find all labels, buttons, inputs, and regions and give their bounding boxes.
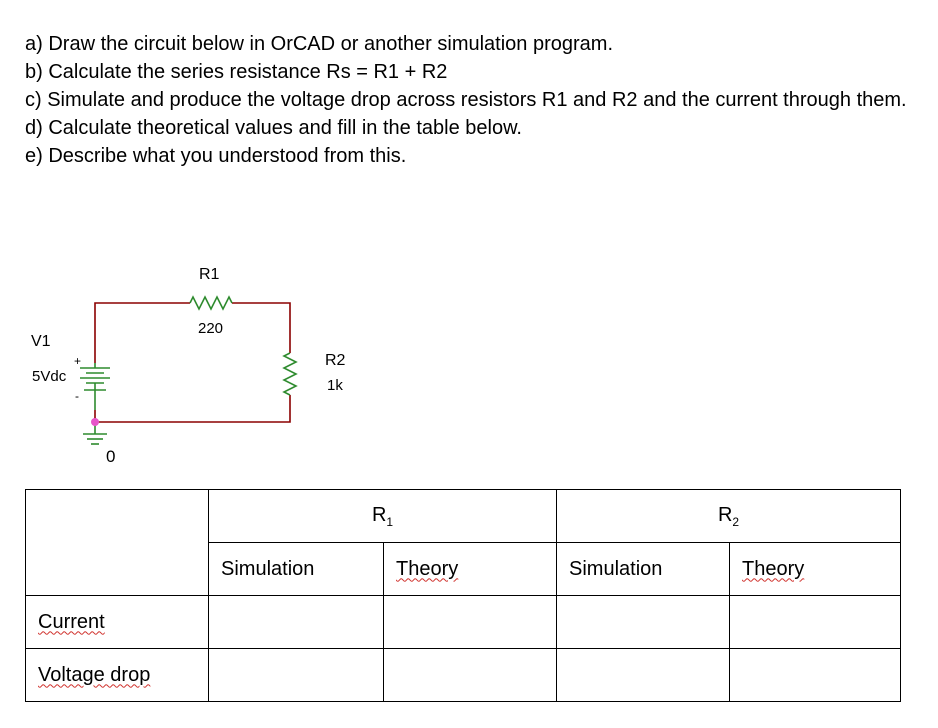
cell-voltage-r1-simulation[interactable] xyxy=(209,649,384,702)
wire-bottom xyxy=(95,395,290,422)
minus-mark: - xyxy=(75,389,79,403)
header-r2-simulation: Simulation xyxy=(557,543,730,596)
source-label: V1 xyxy=(31,333,51,350)
header-r2-sub: 2 xyxy=(732,514,740,529)
instructions xyxy=(25,30,925,170)
cell-current-r1-simulation[interactable] xyxy=(209,596,384,649)
ground-label: 0 xyxy=(106,447,116,466)
r2-label: R2 xyxy=(325,352,346,369)
r1-value: 220 xyxy=(198,320,224,337)
header-r1-theory xyxy=(384,543,557,596)
table-row xyxy=(26,649,901,702)
battery-symbol xyxy=(80,363,110,410)
instruction-d: d) Calculate theoretical values and fill in the table below. xyxy=(25,117,522,139)
group-header-row xyxy=(26,490,901,543)
row-label-voltage-drop xyxy=(26,649,209,702)
cell-voltage-r1-theory[interactable] xyxy=(384,649,557,702)
ground-symbol xyxy=(83,434,107,444)
node-dot xyxy=(91,418,99,426)
header-r1-main: R xyxy=(371,503,387,526)
header-r2-theory xyxy=(730,543,901,596)
row-label-current-text: Current xyxy=(38,610,105,633)
circuit-wires xyxy=(95,303,290,422)
cell-voltage-r2-simulation[interactable] xyxy=(557,649,730,702)
cell-voltage-r2-theory[interactable] xyxy=(730,649,901,702)
plus-mark: + xyxy=(74,354,82,368)
corner-cell xyxy=(26,490,209,596)
r1-resistor xyxy=(190,297,232,309)
header-r2 xyxy=(557,490,901,543)
cell-current-r2-theory[interactable] xyxy=(730,596,901,649)
cell-current-r1-theory[interactable] xyxy=(384,596,557,649)
instruction-b: b) Calculate the series resistance Rs = R1 + R2 xyxy=(25,61,448,83)
cell-current-r2-simulation[interactable] xyxy=(557,596,730,649)
r2-value: 1k xyxy=(327,377,343,394)
r1-label: R1 xyxy=(199,266,220,283)
header-r2-main: R xyxy=(717,503,733,526)
wire-top-right xyxy=(232,303,290,353)
table-row xyxy=(26,596,901,649)
instruction-c: c) Simulate and produce the voltage drop across resistors R1 and R2 and the current through them. xyxy=(25,89,907,111)
source-value: 5Vdc xyxy=(32,368,67,385)
row-label-current xyxy=(26,596,209,649)
header-r1-sub: 1 xyxy=(386,514,394,529)
circuit-diagram xyxy=(0,250,420,470)
instruction-a: a) Draw the circuit below in OrCAD or another simulation program. xyxy=(25,33,613,55)
wire-left-top xyxy=(95,303,190,363)
header-r1-simulation: Simulation xyxy=(209,543,384,596)
header-r2-theory-text: Theory xyxy=(742,557,805,580)
results-table xyxy=(25,489,901,702)
header-r1-theory-text: Theory xyxy=(396,557,459,580)
header-r1 xyxy=(209,490,557,543)
instruction-e: e) Describe what you understood from this. xyxy=(25,145,407,167)
r2-resistor xyxy=(284,353,296,395)
row-label-voltage-drop-text: Voltage drop xyxy=(38,663,151,686)
